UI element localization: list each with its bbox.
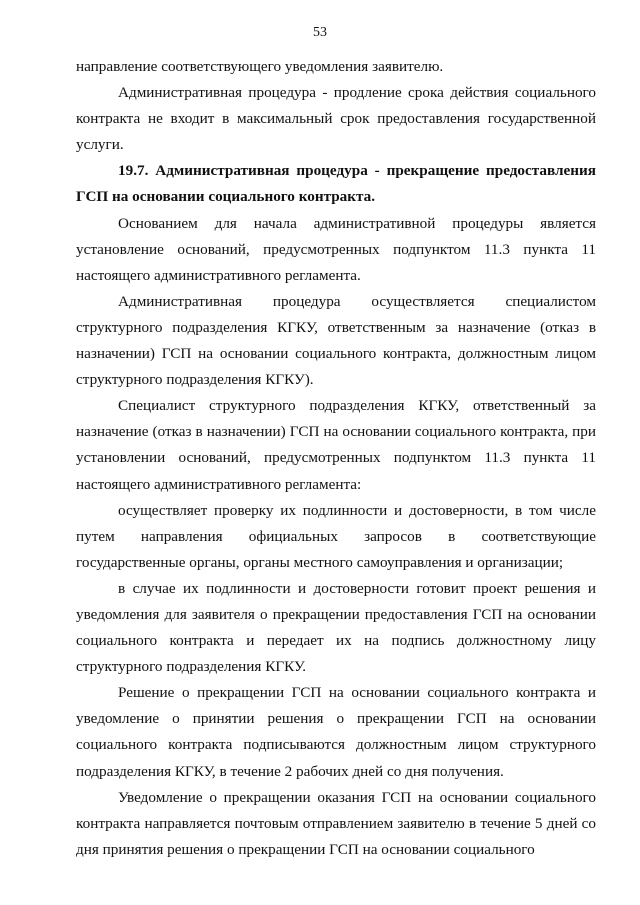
paragraph-extension-term: Административная процедура - продление срока действия социального контракта не входит в максимальный срок предоставления государственной услуги.	[76, 84, 596, 154]
paragraph-continuation: направление соответствующего уведомления заявителю.	[76, 58, 444, 75]
page-number: 53	[313, 25, 327, 40]
paragraph-verification: осуществляет проверку их подлинности и достоверности, в том числе путем направления официальных запросов в соответствующие государственные органы, органы местного самоуправления и организации;	[76, 501, 596, 571]
paragraph-specialist: Специалист структурного подразделения КГКУ, ответственный за назначение (отказ в назначении) ГСП на основании социального контракта, при установлении оснований, предусмотренных подпунктом 11.3 пункта 11 настоящего административного регламента:	[76, 397, 596, 493]
paragraph-draft-decision: в случае их подлинности и достоверности готовит проект решения и уведомления для заявителя о прекращении предоставления ГСП на основании социального контракта и передает их на подпись должностному лицу структурного подразделения КГКУ.	[76, 579, 596, 676]
document-body	[76, 54, 596, 863]
paragraph-decision-signing: Решение о прекращении ГСП на основании социального контракта и уведомление о принятии решения о прекращении ГСП на основании социального контракта подписываются должностным лицом структурного подразделения КГКУ, в течение 2 рабочих дней со дня получения.	[76, 684, 596, 780]
paragraph-grounds: Основанием для начала административной процедуры является установление оснований, предусмотренных подпунктом 11.3 пункта 11 настоящего административного регламента.	[76, 214, 596, 284]
paragraph-performer: Административная процедура осуществляется специалистом структурного подразделения КГКУ, ответственным за назначение (отказ в назначении) ГСП на основании социального контракта, должностным лицом структурного подразделения КГКУ).	[76, 292, 596, 389]
section-heading-19-7: 19.7. Административная процедура - прекращение предоставления ГСП на основании социального контракта.	[76, 162, 596, 206]
paragraph-notification: Уведомление о прекращении оказания ГСП на основании социального контракта направляется почтовым отправлением заявителю в течение 5 дней со дня принятия решения о прекращении ГСП на основании социального	[76, 788, 596, 858]
